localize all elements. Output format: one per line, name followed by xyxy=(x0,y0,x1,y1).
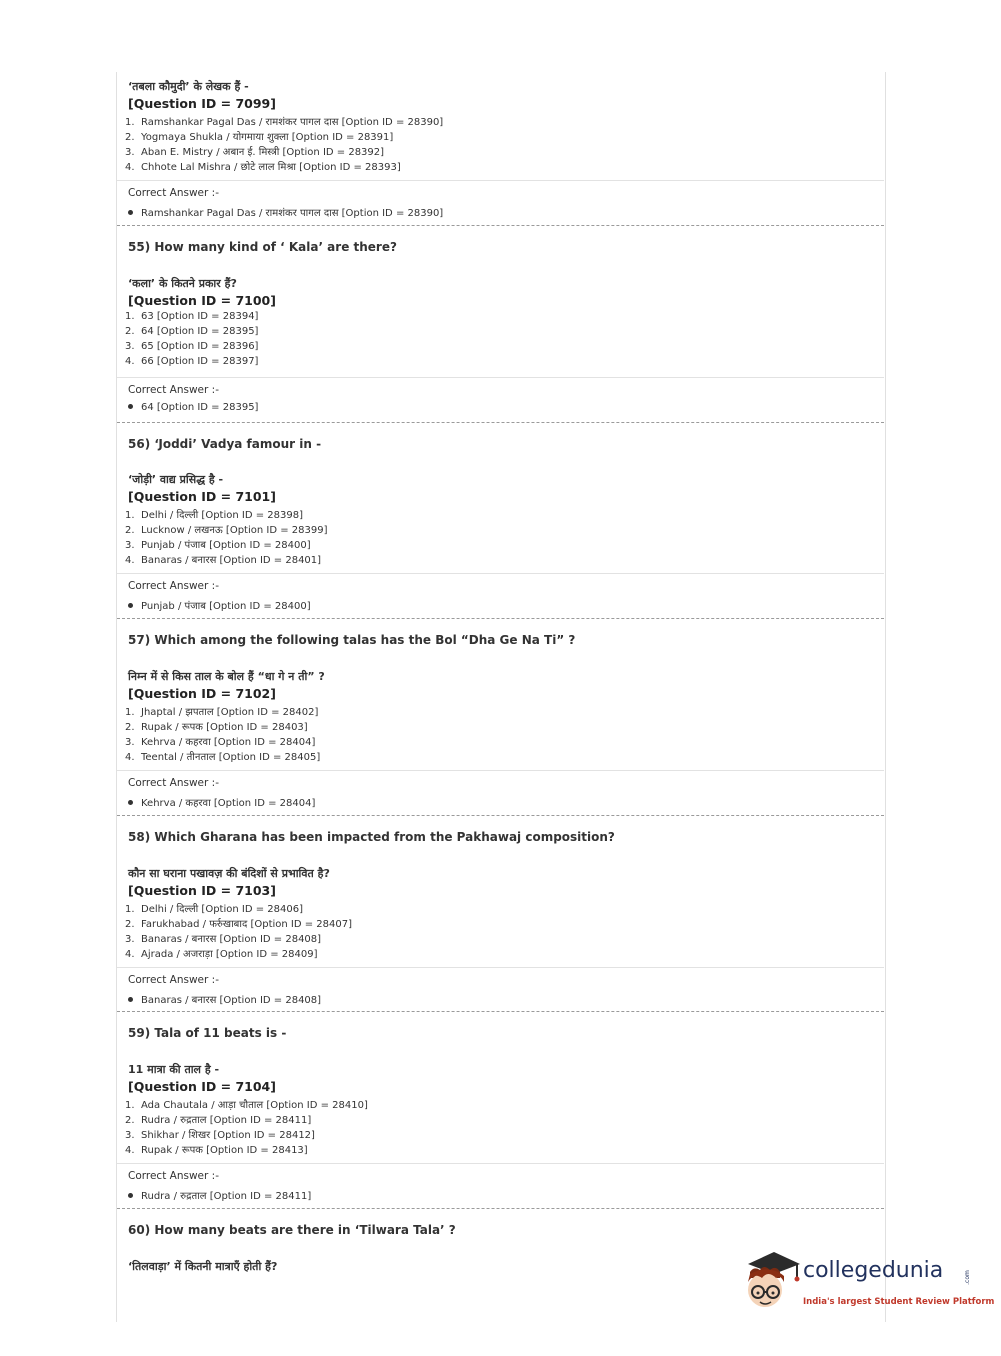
q55-option-2: 2. 64 [Option ID = 28395] xyxy=(125,326,259,337)
q55-option-4: 4. 66 [Option ID = 28397] xyxy=(125,356,259,367)
q59-answer: Rudra / रुद्रताल [Option ID = 28411] xyxy=(128,1188,311,1202)
q59-title: 59) Tala of 11 beats is - xyxy=(128,1026,287,1040)
section-separator xyxy=(117,422,884,423)
q56-option-1: 1. Delhi / दिल्ली [Option ID = 28398] xyxy=(125,510,303,521)
q60-title: 60) How many beats are there in ‘Tilwara Tala’ ? xyxy=(128,1223,456,1237)
q57-option-2: 2. Rupak / रूपक [Option ID = 28403] xyxy=(125,722,308,733)
section-separator xyxy=(117,618,884,619)
q59-option-1: 1. Ada Chautala / आड़ा चौताल [Option ID = 28410] xyxy=(125,1100,368,1111)
q55-title: 55) How many kind of ‘ Kala’ are there? xyxy=(128,240,397,254)
q55-option-1: 1. 63 [Option ID = 28394] xyxy=(125,311,259,322)
q55-question-id: [Question ID = 7100] xyxy=(128,293,276,308)
q58-question-id: [Question ID = 7103] xyxy=(128,883,276,898)
logo-wordmark: collegedunia xyxy=(803,1258,944,1283)
q59-hindi-text: 11 मात्रा की ताल है - xyxy=(128,1063,220,1076)
bullet-icon xyxy=(128,210,133,215)
q59-option-2: 2. Rudra / रुद्रताल [Option ID = 28411] xyxy=(125,1115,312,1126)
q56-question-id: [Question ID = 7101] xyxy=(128,489,276,504)
q59-divider xyxy=(117,1163,884,1164)
q57-correct-answer-label: Correct Answer :- xyxy=(128,777,219,789)
section-separator xyxy=(117,1208,884,1209)
q54-option-2: 2. Yogmaya Shukla / योगमाया शुक्ला [Option ID = 28391] xyxy=(125,132,394,143)
q58-option-1: 1. Delhi / दिल्ली [Option ID = 28406] xyxy=(125,904,303,915)
q58-correct-answer-label: Correct Answer :- xyxy=(128,974,219,986)
q59-option-4: 4. Rupak / रूपक [Option ID = 28413] xyxy=(125,1145,308,1156)
q54-correct-answer-label: Correct Answer :- xyxy=(128,187,219,199)
section-separator xyxy=(117,815,884,816)
q57-answer: Kehrva / कहरवा [Option ID = 28404] xyxy=(128,795,315,809)
bullet-icon xyxy=(128,603,133,608)
q54-divider xyxy=(117,180,884,181)
q55-correct-answer-label: Correct Answer :- xyxy=(128,384,219,396)
q54-question-id: [Question ID = 7099] xyxy=(128,96,276,111)
q57-question-id: [Question ID = 7102] xyxy=(128,686,276,701)
q55-answer: 64 [Option ID = 28395] xyxy=(128,402,258,413)
q59-question-id: [Question ID = 7104] xyxy=(128,1079,276,1094)
logo-domain-suffix: .com xyxy=(963,1270,971,1285)
q56-option-4: 4. Banaras / बनारस [Option ID = 28401] xyxy=(125,555,322,566)
mascot-icon xyxy=(740,1250,802,1316)
q58-option-2: 2. Farukhabad / फर्रुखाबाद [Option ID = 28407] xyxy=(125,919,353,930)
q60-hindi-text: ‘तिलवाड़ा’ में कितनी मात्राएँ होती हैं? xyxy=(128,1260,278,1273)
q57-divider xyxy=(117,770,884,771)
q56-hindi-text: ‘जोड़ी’ वाद्य प्रसिद्ध है - xyxy=(128,473,224,486)
bullet-icon xyxy=(128,1193,133,1198)
section-separator xyxy=(117,225,884,226)
logo-tagline: India's largest Student Review Platform xyxy=(803,1297,995,1307)
section-separator xyxy=(117,1011,884,1012)
q54-answer: Ramshankar Pagal Das / रामशंकर पागल दास [Option ID = 28390] xyxy=(128,205,443,219)
bullet-icon xyxy=(128,800,133,805)
q58-divider xyxy=(117,967,884,968)
q54-hindi-text: ‘तबला कौमुदी’ के लेखक हैं - xyxy=(128,80,249,93)
q58-answer: Banaras / बनारस [Option ID = 28408] xyxy=(128,992,321,1006)
q56-option-2: 2. Lucknow / लखनऊ [Option ID = 28399] xyxy=(125,525,328,536)
q56-option-3: 3. Punjab / पंजाब [Option ID = 28400] xyxy=(125,540,311,551)
q59-correct-answer-label: Correct Answer :- xyxy=(128,1170,219,1182)
q56-answer: Punjab / पंजाब [Option ID = 28400] xyxy=(128,598,311,612)
q58-option-3: 3. Banaras / बनारस [Option ID = 28408] xyxy=(125,934,322,945)
q54-option-1: 1. Ramshankar Pagal Das / रामशंकर पागल दास [Option ID = 28390] xyxy=(125,117,444,128)
q57-hindi-text: निम्न में से किस ताल के बोल हैं “धा गे न ती” ? xyxy=(128,670,325,683)
q55-divider xyxy=(117,377,884,378)
q57-title: 57) Which among the following talas has the Bol “Dha Ge Na Ti” ? xyxy=(128,633,576,647)
q55-option-3: 3. 65 [Option ID = 28396] xyxy=(125,341,259,352)
q54-option-3: 3. Aban E. Mistry / अबान ई. मिस्त्री [Option ID = 28392] xyxy=(125,147,385,158)
q57-option-1: 1. Jhaptal / झपताल [Option ID = 28402] xyxy=(125,707,319,718)
q58-hindi-text: कौन सा घराना पखावज़ की बंदिशों से प्रभावित है? xyxy=(128,867,330,880)
q57-option-4: 4. Teental / तीनताल [Option ID = 28405] xyxy=(125,752,321,763)
q59-option-3: 3. Shikhar / शिखर [Option ID = 28412] xyxy=(125,1130,315,1141)
q56-divider xyxy=(117,573,884,574)
collegedunia-logo[interactable] xyxy=(740,1248,995,1318)
q56-correct-answer-label: Correct Answer :- xyxy=(128,580,219,592)
q54-option-4: 4. Chhote Lal Mishra / छोटे लाल मिश्रा [Option ID = 28393] xyxy=(125,162,401,173)
q56-title: 56) ‘Joddi’ Vadya famour in - xyxy=(128,437,322,451)
bullet-icon xyxy=(128,404,133,409)
q55-hindi-text: ‘कला’ के कितने प्रकार हैं? xyxy=(128,277,237,290)
bullet-icon xyxy=(128,997,133,1002)
q58-title: 58) Which Gharana has been impacted from the Pakhawaj composition? xyxy=(128,830,615,844)
q57-option-3: 3. Kehrva / कहरवा [Option ID = 28404] xyxy=(125,737,316,748)
q58-option-4: 4. Ajrada / अजराड़ा [Option ID = 28409] xyxy=(125,949,318,960)
